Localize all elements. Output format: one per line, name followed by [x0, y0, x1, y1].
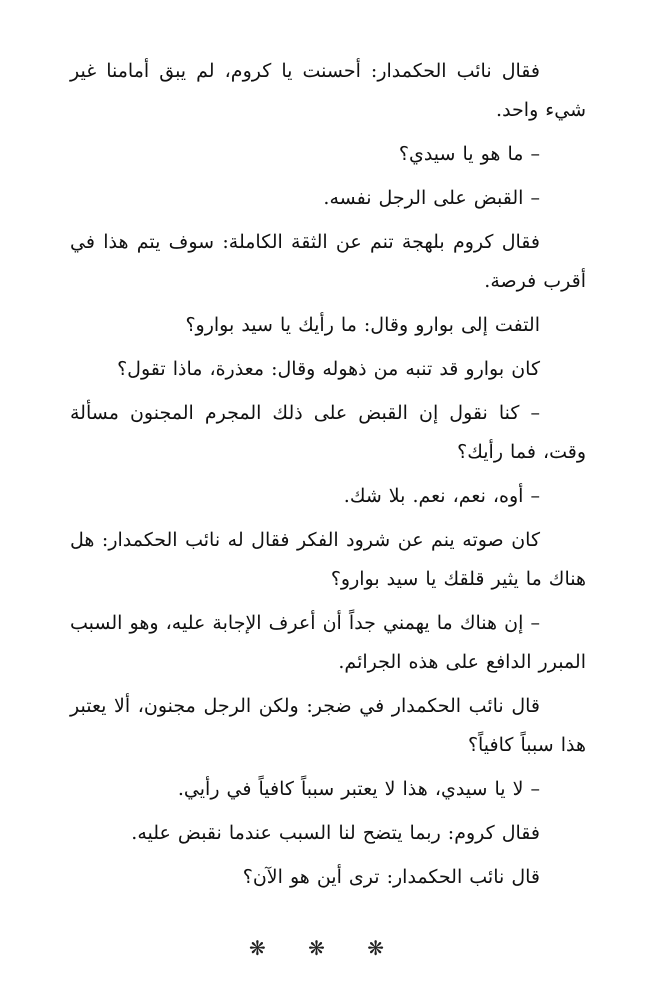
paragraph-2: – ما هو يا سيدي؟	[398, 143, 540, 165]
paragraph-13: فقال كروم: ربما يتضح لنا السبب عندما نقبض عليه.	[131, 822, 540, 844]
paragraph-7: – كنا نقول إن القبض على ذلك المجرم المجنون مسألة وقت، فما رأيك؟	[70, 402, 586, 463]
paragraph-12: – لا يا سيدي، هذا لا يعتبر سبباً كافياً في رأيي.	[177, 778, 540, 800]
paragraph-11: قال نائب الحكمدار في ضجر: ولكن الرجل مجنون، ألا يعتبر هذا سبباً كافياً؟	[70, 695, 586, 756]
paragraph-14: قال نائب الحكمدار: ترى أين هو الآن؟	[242, 866, 540, 888]
paragraph-5: التفت إلى بوارو وقال: ما رأيك يا سيد بوارو؟	[185, 314, 540, 336]
paragraph-4: فقال كروم بلهجة تنم عن الثقة الكاملة: سوف يتم هذا في أقرب فرصة.	[70, 231, 586, 292]
paragraph-8: – أوه، نعم، نعم. بلا شك.	[343, 485, 540, 507]
page-body	[70, 52, 586, 902]
section-separator: ❋ ❋ ❋	[249, 936, 402, 960]
paragraph-10: – إن هناك ما يهمني جداً أن أعرف الإجابة عليه، وهو السبب المبرر الدافع على هذه الجرائم.	[70, 612, 586, 673]
paragraph-6: كان بوارو قد تنبه من ذهوله وقال: معذرة، ماذا تقول؟	[117, 358, 540, 380]
paragraph-3: – القبض على الرجل نفسه.	[323, 187, 540, 209]
paragraph-1: فقال نائب الحكمدار: أحسنت يا كروم، لم يبق أمامنا غير شيء واحد.	[70, 60, 586, 121]
paragraph-9: كان صوته ينم عن شرود الفكر فقال له نائب الحكمدار: هل هناك ما يثير قلقك يا سيد بوارو؟	[70, 529, 586, 590]
